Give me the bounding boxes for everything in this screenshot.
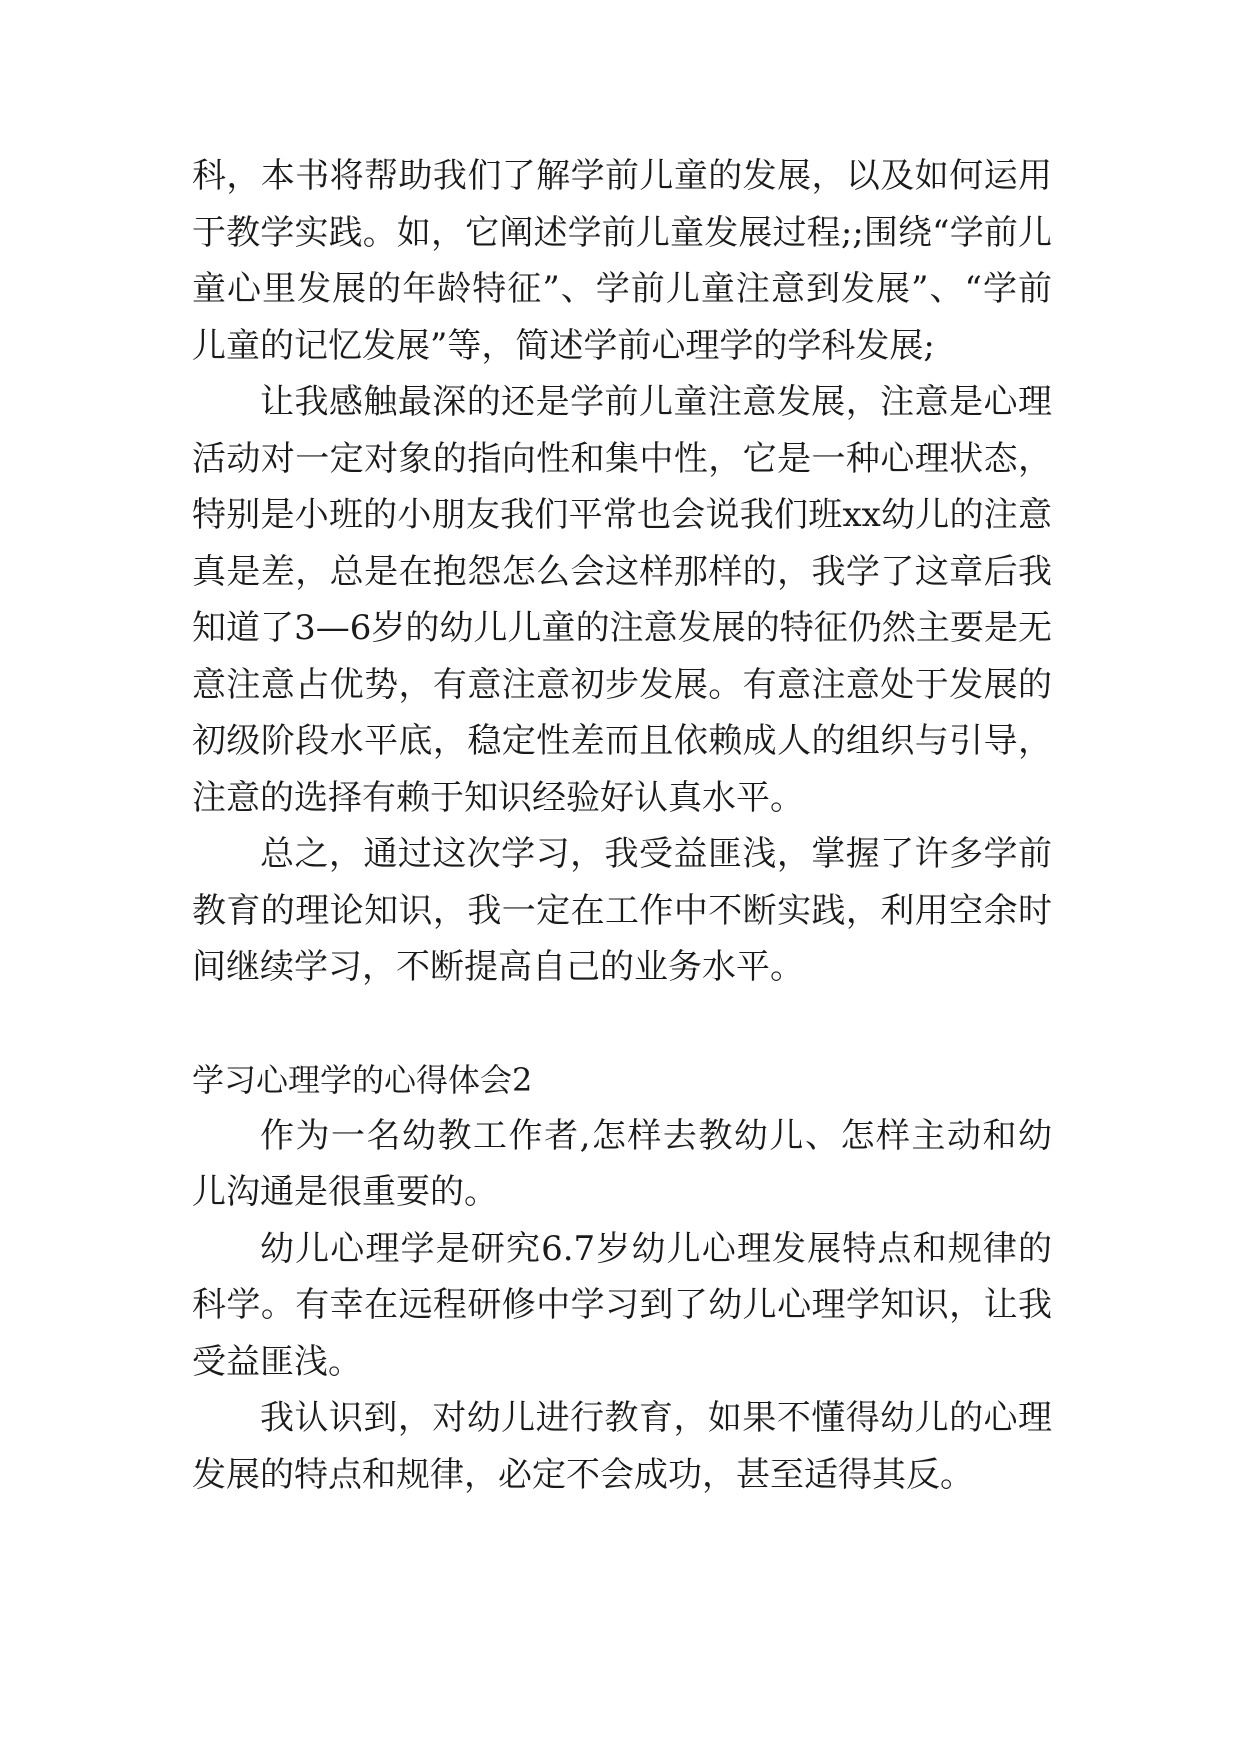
document-page	[192, 148, 1052, 1503]
paragraph-summary: 总之，通过这次学习，我受益匪浅，掌握了许多学前教育的理论知识，我一定在工作中不断实践，利用空余时间继续学习，不断提高自己的业务水平。	[192, 834, 1052, 987]
paragraph-recognition: 我认识到，对幼儿进行教育，如果不懂得幼儿的心理发展的特点和规律，必定不会成功，甚至适得其反。	[192, 1398, 1052, 1495]
paragraph-intro: 作为一名幼教工作者,怎样去教幼儿、怎样主动和幼儿沟通是很重要的。	[192, 1115, 1052, 1212]
paragraph-attention: 让我感触最深的还是学前儿童注意发展，注意是心理活动对一定对象的指向性和集中性，它是一种心理状态，特别是小班的小朋友我们平常也会说我们班xx幼儿的注意真是差，总是在抱怨怎么会这样那样的，我学了这章后我知道了3—6岁的幼儿儿童的注意发展的特征仍然主要是无意注意占优势，有意注意初步发展。有意注意处于发展的初级阶段水平底，稳定性差而且依赖成人的组织与引导，注意的选择有赖于知识经验好认真水平。	[192, 382, 1052, 818]
paragraph-definition: 幼儿心理学是研究6.7岁幼儿心理发展特点和规律的科学。有幸在远程研修中学习到了幼儿心理学知识，让我受益匪浅。	[192, 1228, 1052, 1382]
section-heading: 学习心理学的心得体会2	[192, 1060, 533, 1099]
paragraph-continued: 科，本书将帮助我们了解学前儿童的发展，以及如何运用于教学实践。如，它阐述学前儿童发展过程;;围绕“学前儿童心里发展的年龄特征”、学前儿童注意到发展”、“学前儿童的记忆发展”等，简述学前心理学的学科发展;	[192, 156, 1052, 366]
section-spacer	[192, 996, 1052, 1052]
